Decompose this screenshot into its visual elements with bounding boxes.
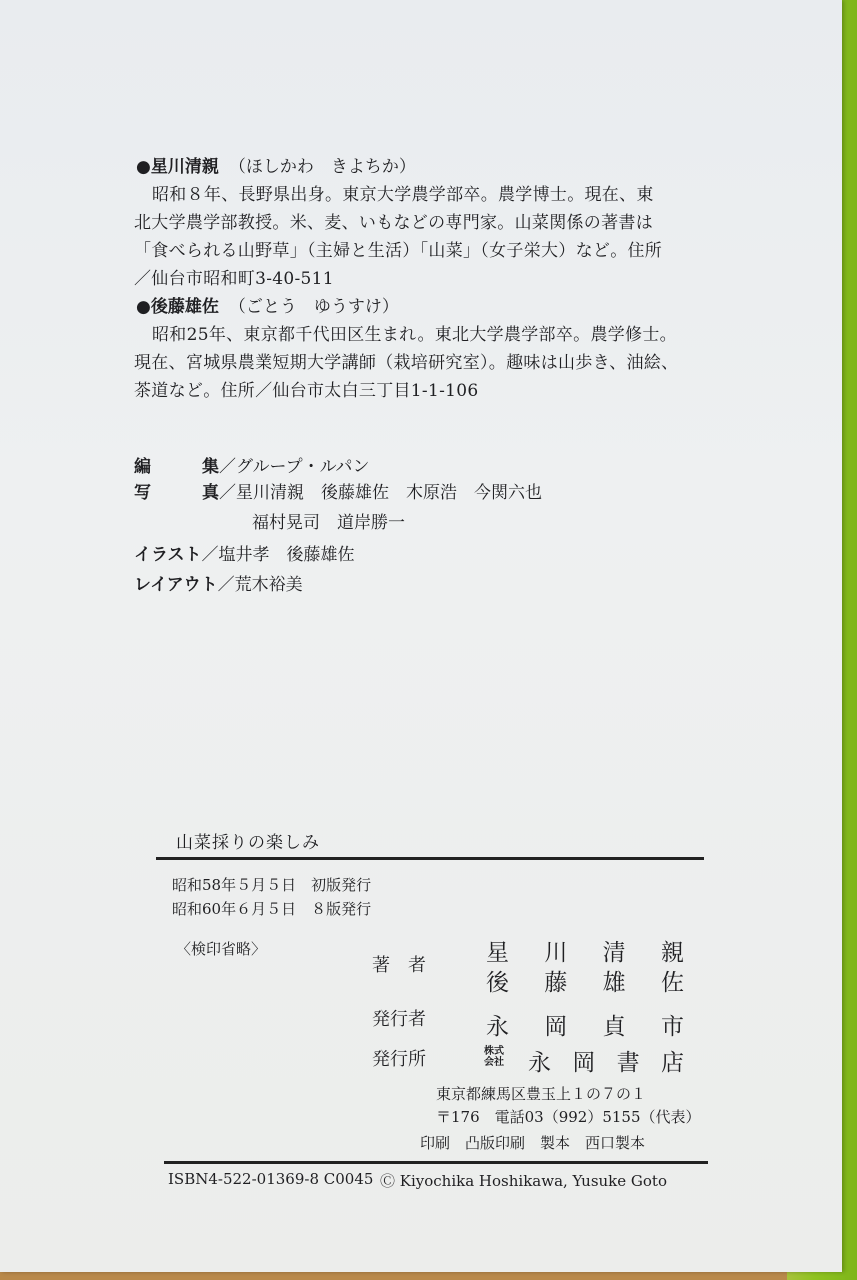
divider-top [156, 857, 704, 860]
author-names-row1 [486, 934, 686, 967]
name-char: 星 [486, 940, 511, 966]
credit-value: ／星川清親 後藤雄佐 木原浩 今関六也 [219, 483, 542, 503]
bio-line: 現在、宮城県農業短期大学講師（栽培研究室）。趣味は山歩き、油絵、 [134, 353, 679, 373]
author-heading-hoshikawa [136, 152, 416, 177]
address: 東京都練馬区豊玉上１の７の１ [436, 1085, 647, 1103]
credit-label: イラスト [134, 545, 202, 565]
house-label: 発行所 [372, 1049, 426, 1070]
name-char: 雄 [602, 970, 628, 996]
author-names-row2 [486, 964, 686, 997]
name-char: 親 [660, 940, 686, 966]
credit-photo [134, 478, 542, 503]
credit-illustration [134, 540, 355, 565]
copyright: Ⓒ Kiyochika Hoshikawa, Yusuke Goto [380, 1172, 667, 1190]
bio-line: 「食べられる山野草」（主婦と生活）「山菜」（女子栄大）など。住所 [134, 241, 663, 261]
name-char: 佐 [660, 970, 686, 996]
seal-note: 〈検印省略〉 [176, 940, 267, 958]
divider-bottom [164, 1161, 708, 1164]
isbn: ISBN4-522-01369-8 C0045 [168, 1170, 374, 1188]
house-name [528, 1044, 686, 1077]
publisher-name [486, 1008, 686, 1041]
credit-editing [134, 452, 369, 477]
name-char: 清 [602, 940, 628, 966]
bio-line: 昭和８年、長野県出身。東京大学農学部卒。農学博士。現在、東 [152, 185, 654, 205]
name-char: 永 [486, 1014, 511, 1040]
credit-layout [134, 570, 303, 595]
name-char: 永 [528, 1050, 553, 1076]
printing-binding: 印刷 凸版印刷 製本 西口製本 [420, 1134, 646, 1152]
author-name: ●星川清親 [136, 157, 219, 177]
name-char: 貞 [602, 1014, 628, 1040]
name-char: 岡 [544, 1014, 570, 1040]
book-title: 山菜採りの楽しみ [176, 833, 320, 853]
edition-line: 昭和60年６月５日 ８版発行 [172, 900, 372, 918]
author-label: 著 者 [372, 955, 426, 976]
bio-line: 昭和25年、東京都千代田区生まれ。東北大学農学部卒。農学修士。 [152, 325, 677, 345]
name-char: 川 [544, 940, 570, 966]
author-name: ●後藤雄佐 [136, 297, 219, 317]
credit-value: ／荒木裕美 [217, 575, 303, 595]
name-char: 藤 [544, 970, 570, 996]
house-prefix: 株式会社 [484, 1046, 504, 1068]
bio-line: 北大学農学部教授。米、麦、いもなどの専門家。山菜関係の著書は [134, 213, 653, 233]
bio-line: ／仙台市昭和町3-40-511 [134, 269, 334, 289]
name-char: 岡 [572, 1050, 598, 1076]
author-reading: （ほしかわ きよちか） [228, 157, 416, 177]
author-heading-goto [136, 292, 399, 317]
credit-label: 写 真 [134, 483, 219, 503]
name-char: 市 [660, 1014, 686, 1040]
publisher-label: 発行者 [372, 1009, 426, 1030]
credit-label: レイアウト [134, 575, 218, 595]
credit-value: ／グループ・ルパン [219, 457, 370, 477]
credit-value: ／塩井孝 後藤雄佐 [201, 545, 355, 565]
name-char: 後 [486, 970, 511, 996]
edition-line: 昭和58年５月５日 初版発行 [172, 876, 372, 894]
credit-label: 編 集 [134, 457, 219, 477]
name-char: 店 [660, 1050, 686, 1076]
name-char: 書 [616, 1050, 642, 1076]
postal-phone: 〒176 電話03（992）5155（代表） [436, 1108, 701, 1126]
credit-photo-cont: 福村晃司 道岸勝一 [252, 513, 405, 533]
bio-line: 茶道など。住所／仙台市太白三丁目1-1-106 [134, 381, 479, 401]
author-reading: （ごとう ゆうすけ） [228, 297, 399, 317]
